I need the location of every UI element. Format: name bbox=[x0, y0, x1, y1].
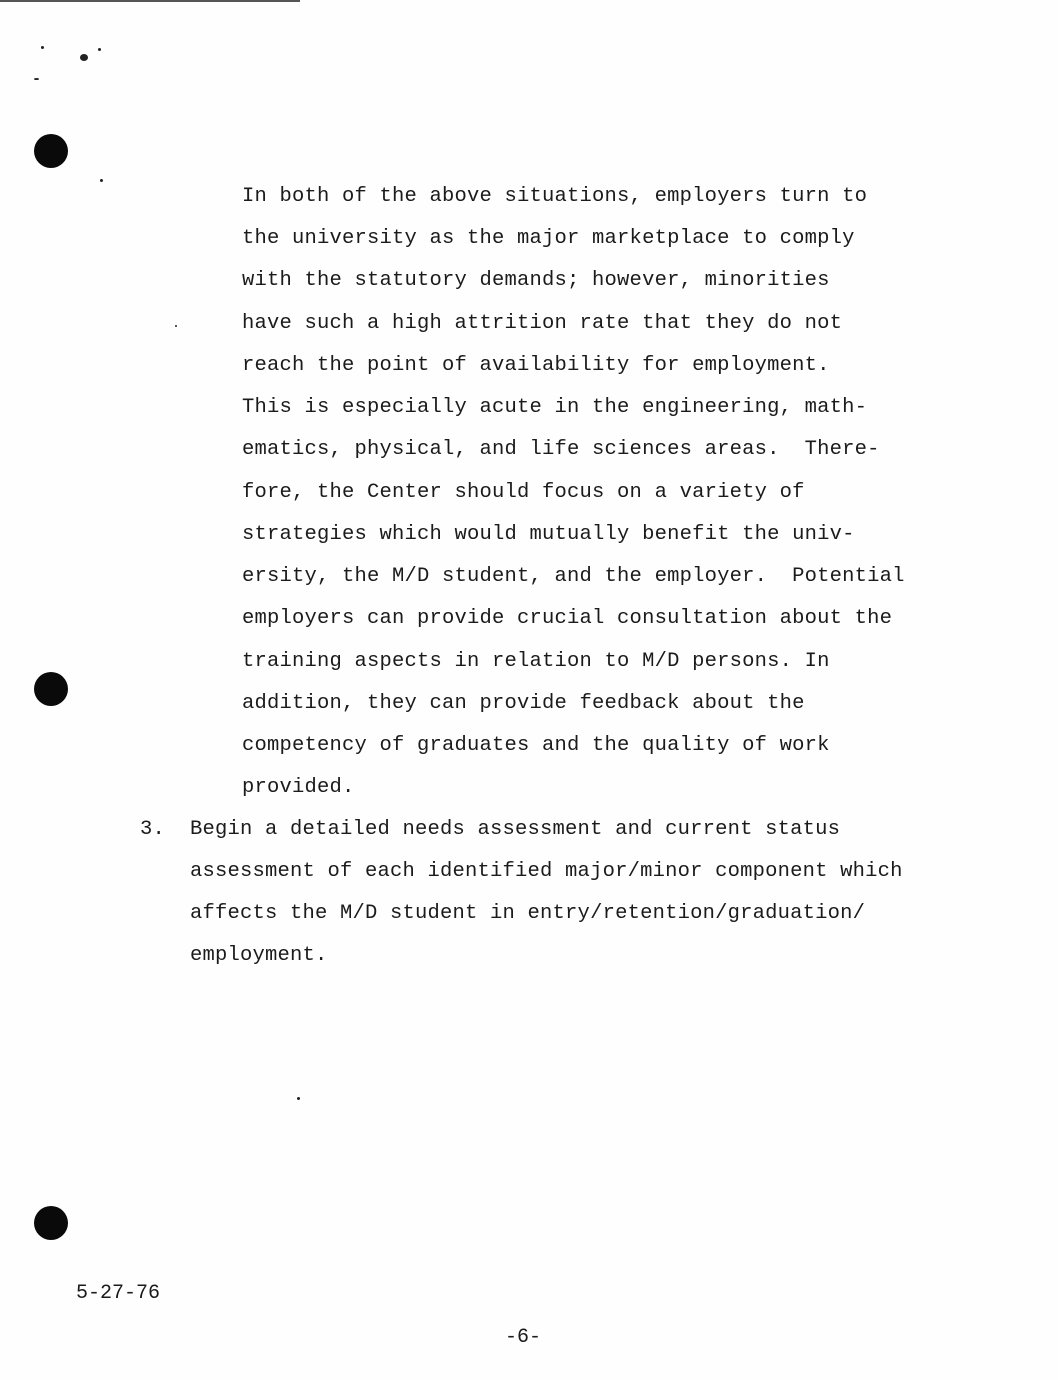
scan-speck bbox=[80, 54, 88, 61]
scan-speck bbox=[41, 46, 44, 49]
punch-hole-bottom bbox=[34, 1206, 68, 1240]
paragraph-line: employers can provide crucial consultation about the bbox=[242, 607, 893, 630]
paragraph-line: competency of graduates and the quality of work bbox=[242, 734, 830, 757]
paragraph-line: with the statutory demands; however, minorities bbox=[242, 269, 830, 292]
list-item-line: affects the M/D student in entry/retention/graduation/ bbox=[190, 902, 866, 925]
paragraph-line: addition, they can provide feedback about the bbox=[242, 692, 805, 715]
paragraph-line: fore, the Center should focus on a variety of bbox=[242, 481, 805, 504]
paragraph-line: reach the point of availability for employment. bbox=[242, 354, 830, 377]
scan-speck bbox=[175, 325, 177, 327]
paragraph-line: This is especially acute in the engineering, math- bbox=[242, 396, 868, 419]
paragraph-line: strategies which would mutually benefit the univ- bbox=[242, 523, 855, 546]
document-date: 5-27-76 bbox=[76, 1282, 161, 1305]
scan-speck bbox=[100, 179, 103, 182]
paragraph-line: In both of the above situations, employers turn to bbox=[242, 185, 868, 208]
punch-hole-middle bbox=[34, 672, 68, 706]
paragraph-line: the university as the major marketplace to comply bbox=[242, 227, 855, 250]
paragraph-line: ematics, physical, and life sciences areas. There- bbox=[242, 438, 880, 461]
scan-speck bbox=[34, 78, 39, 80]
top-edge-rule bbox=[0, 0, 300, 2]
scan-speck bbox=[98, 48, 101, 51]
paragraph-line: provided. bbox=[242, 776, 355, 799]
list-item-line: assessment of each identified major/minor component which bbox=[190, 860, 903, 883]
list-item-line: Begin a detailed needs assessment and current status bbox=[190, 818, 841, 841]
scan-speck bbox=[297, 1097, 300, 1100]
paragraph-line: training aspects in relation to M/D persons. In bbox=[242, 650, 830, 673]
page-number: -6- bbox=[505, 1326, 542, 1349]
paragraph-line: ersity, the M/D student, and the employer. Potential bbox=[242, 565, 905, 588]
list-item-line: employment. bbox=[190, 944, 328, 967]
paragraph-line: have such a high attrition rate that they do not bbox=[242, 312, 843, 335]
list-item-number: 3. bbox=[140, 818, 166, 841]
punch-hole-top bbox=[34, 134, 68, 168]
